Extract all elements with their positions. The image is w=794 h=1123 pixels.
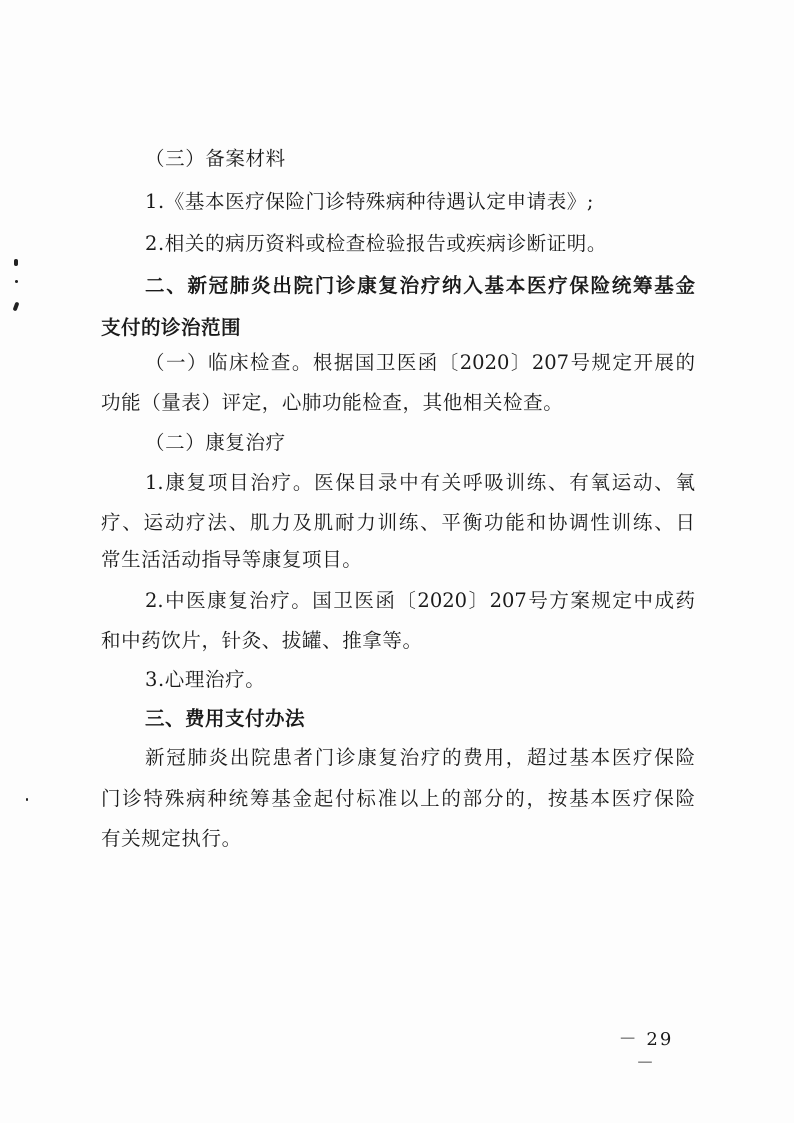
paragraph-tcm-rehab-line2: 和中药饮片，针灸、拔罐、推拿等。 xyxy=(101,629,423,652)
paragraph-clinical-exam-line1: （一）临床检查。根据国卫医函〔2020〕207号规定开展的 xyxy=(145,351,695,374)
section-heading-3: 三、费用支付办法 xyxy=(145,707,306,730)
scan-speck xyxy=(14,259,18,266)
list-item-psych-therapy: 3.心理治疗。 xyxy=(145,668,266,691)
paragraph-rehab-items-line1: 1.康复项目治疗。医保目录中有关呼吸训练、有氧运动、氧 xyxy=(145,471,695,494)
list-item-medical-records: 2.相关的病历资料或检查检验报告或疾病诊断证明。 xyxy=(145,232,608,255)
scan-speck xyxy=(26,798,28,801)
scan-speck xyxy=(13,302,20,312)
scan-speck xyxy=(15,280,18,283)
subheading-filing-materials: （三）备案材料 xyxy=(145,147,286,170)
paragraph-tcm-rehab-line1: 2.中医康复治疗。国卫医函〔2020〕207号方案规定中成药 xyxy=(145,589,695,612)
paragraph-rehab-items-line2: 疗、运动疗法、肌力及肌耐力训练、平衡功能和协调性训练、日 xyxy=(101,511,695,534)
section-heading-2-line2: 支付的诊治范围 xyxy=(101,316,242,339)
subheading-rehab-treatment: （二）康复治疗 xyxy=(145,431,286,454)
paragraph-payment-line3: 有关规定执行。 xyxy=(101,827,242,850)
paragraph-rehab-items-line3: 常生活活动指导等康复项目。 xyxy=(101,548,363,571)
section-heading-2-line1: 二、新冠肺炎出院门诊康复治疗纳入基本医疗保险统筹基金 xyxy=(145,274,695,297)
paragraph-clinical-exam-line2: 功能（量表）评定，心肺功能检查，其他相关检查。 xyxy=(101,391,564,414)
list-item-application-form: 1.《基本医疗保险门诊特殊病种待遇认定申请表》; xyxy=(145,190,595,213)
page-number: － 29 － xyxy=(618,1029,674,1074)
paragraph-payment-line2: 门诊特殊病种统筹基金起付标准以上的部分的，按基本医疗保险 xyxy=(101,787,695,810)
paragraph-payment-line1: 新冠肺炎出院患者门诊康复治疗的费用，超过基本医疗保险 xyxy=(145,746,695,769)
